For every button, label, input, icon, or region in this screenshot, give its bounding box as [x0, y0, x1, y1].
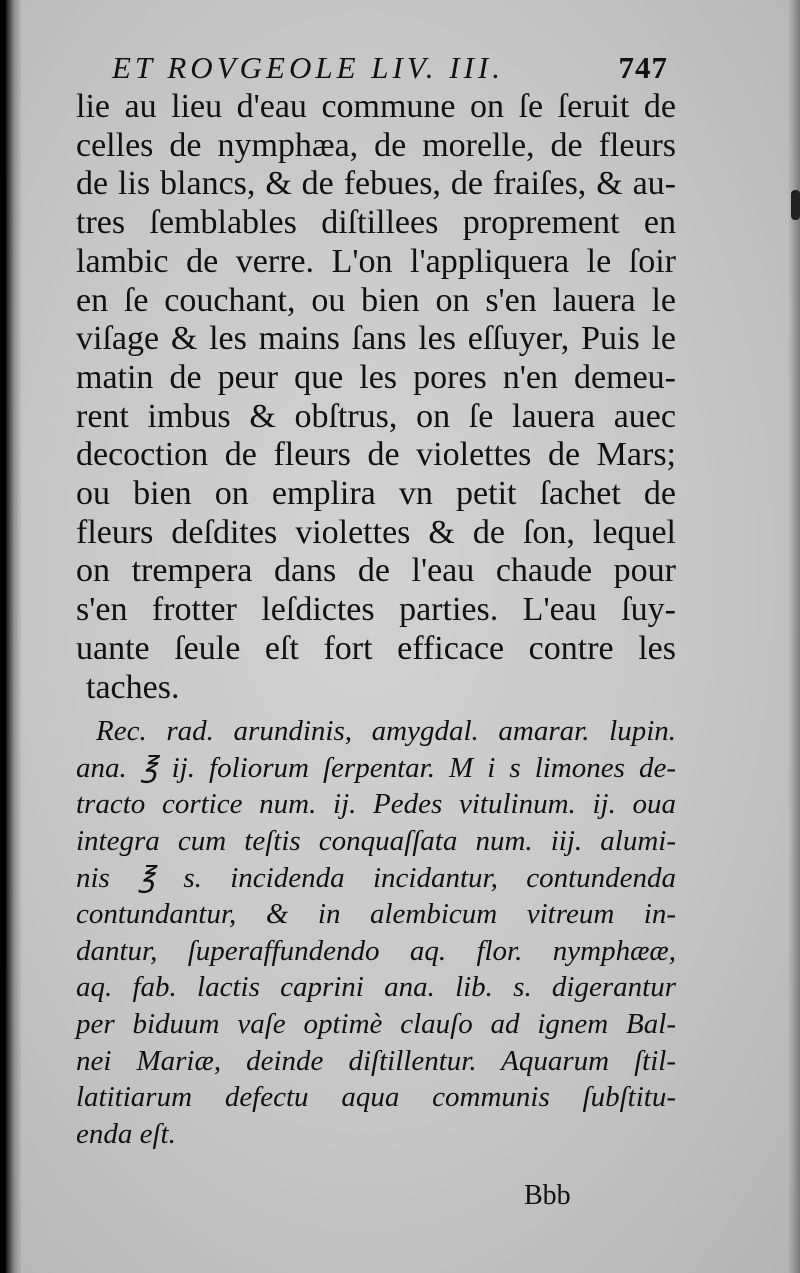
body-line: viſage & les mains ſans les eſſuyer, Puis le [76, 320, 676, 358]
recipe-line: dantur, ſuperaffundendo aq. flor. nymphææ, [76, 934, 676, 967]
body-paragraph [76, 88, 676, 707]
recipe-paragraph [76, 713, 676, 1152]
body-line: lie au lieu d'eau commune on ſe ſeruit de [76, 88, 676, 125]
body-line: uante ſeule eſt fort efficace contre les [76, 629, 676, 667]
signature-mark: Bbb [524, 1180, 571, 1211]
body-line: en ſe couchant, ou bien on s'en lauera le [76, 281, 676, 319]
book-page [6, 0, 800, 1273]
recipe-line: tracto cortice num. ij. Pedes vitulinum. ij. oua [76, 788, 676, 821]
recipe-line: enda eſt. [76, 1117, 176, 1150]
ink-blot [791, 190, 800, 220]
body-line: de lis blancs, & de febues, de fraiſes, & au- [76, 165, 676, 203]
recipe-line: nei Mariæ, deinde diſtillentur. Aquarum ſtil- [76, 1044, 676, 1077]
text-block [76, 48, 676, 1152]
recipe-line: aq. fab. lactis caprini ana. lib. s. digerantur [76, 971, 676, 1004]
recipe-line: Rec. rad. arundinis, amygdal. amarar. lupin. [96, 715, 676, 748]
body-line: matin de peur que les pores n'en demeu- [76, 358, 676, 396]
page-number: 747 [618, 50, 668, 85]
body-line: on trempera dans de l'eau chaude pour [76, 552, 676, 590]
recipe-line: latitiarum defectu aqua communis ſubſtitu- [76, 1081, 676, 1114]
body-line: taches. [86, 668, 180, 706]
body-line: celles de nymphæa, de morelle, de fleurs [76, 126, 676, 164]
body-line: lambic de verre. L'on l'appliquera le ſoir [76, 242, 676, 280]
recipe-line: per biduum vaſe optimè clauſo ad ignem Bal- [76, 1008, 676, 1040]
body-line: ou bien on emplira vn petit ſachet de [76, 475, 676, 513]
recipe-line: ana. ℥ ij. foliorum ſerpentar. M i s limones de- [76, 751, 676, 784]
body-line: rent imbus & obſtrus, on ſe lauera auec [76, 397, 676, 435]
body-line: fleurs deſdites violettes & de ſon, lequel [76, 513, 676, 551]
body-line: tres ſemblables diſtillees proprement en [76, 204, 676, 242]
recipe-line: contundantur, & in alembicum vitreum in- [76, 898, 676, 931]
recipe-line: nis ℥ s. incidenda incidantur, contundenda [76, 861, 676, 894]
recipe-line: integra cum teſtis conquaſſata num. iij. alumi- [76, 825, 676, 858]
gutter-shadow [6, 0, 22, 1273]
running-head [76, 48, 676, 88]
running-title: ET ROVGEOLE LIV. III. [112, 50, 504, 85]
body-line: decoction de fleurs de violettes de Mars; [76, 436, 676, 474]
body-line: s'en frotter leſdictes parties. L'eau ſuy- [76, 591, 676, 629]
